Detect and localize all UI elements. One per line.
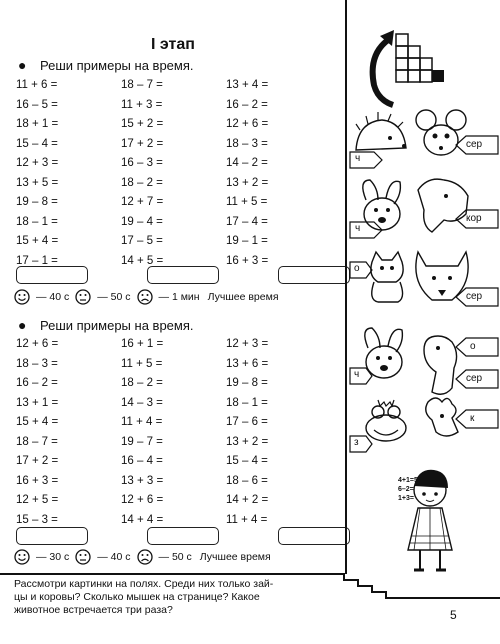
example-cell: 16 – 2 = (226, 98, 268, 111)
example-cell: 18 + 1 = (16, 118, 59, 130)
stepped-corner (340, 574, 500, 604)
answer-box[interactable] (147, 266, 219, 284)
example-cell: 12 + 6 = (226, 118, 269, 130)
happy-face-icon (14, 549, 30, 565)
time-label: — 30 с (36, 551, 70, 563)
example-cell: 11 + 5 = (121, 357, 163, 370)
example-cell: 18 – 1 = (226, 396, 268, 409)
examples-grid-1 (16, 76, 326, 271)
task-line: цы и коровы? Сколько мышек на странице? Какое (14, 591, 260, 603)
pencil-label: кор (466, 213, 482, 224)
example-cell: 13 + 4 = (226, 79, 269, 91)
example-cell: 15 – 4 = (226, 455, 268, 467)
instruction-text: Реши примеры на время. (40, 318, 194, 333)
happy-face-icon (14, 289, 30, 305)
example-cell: 18 – 3 = (16, 357, 58, 370)
example-cell: 17 – 4 = (226, 215, 268, 228)
horse-icon (418, 179, 468, 232)
example-cell: 19 – 1 = (226, 235, 268, 247)
example-cell: 12 + 5 = (16, 494, 59, 506)
formula-line: 4+1=5 (398, 477, 418, 484)
time-label: — 50 с (158, 551, 192, 563)
example-cell: 14 + 5 = (121, 254, 164, 267)
pencil-icon (456, 338, 498, 356)
example-cell: 16 + 1 = (121, 338, 164, 350)
rabbit-icon (365, 328, 403, 378)
answer-boxes-1 (16, 266, 350, 284)
example-cell: 18 – 7 = (16, 435, 58, 448)
example-cell: 16 – 5 = (16, 98, 58, 111)
example-cell: 16 – 3 = (121, 157, 163, 169)
neutral-face-icon (75, 289, 91, 305)
sad-face-icon (137, 549, 153, 565)
pencil-label: ч (355, 153, 361, 164)
example-cell: 18 – 3 = (226, 137, 268, 150)
example-cell: 14 – 2 = (226, 157, 268, 169)
example-cell: 13 + 6 = (226, 357, 269, 370)
example-cell: 17 + 2 = (121, 137, 164, 150)
best-time-label: Лучшее время (207, 291, 279, 303)
examples-grid-2 (16, 335, 326, 530)
pencil-label: сер (466, 373, 483, 384)
example-cell: 17 – 6 = (226, 416, 268, 428)
time-scale-1 (14, 289, 279, 305)
pencil-icon (456, 370, 498, 388)
example-cell: 18 – 2 = (121, 176, 163, 189)
time-label: — 40 с (97, 551, 131, 563)
pencil-icon (456, 410, 498, 428)
answer-boxes-2 (16, 527, 350, 545)
example-cell: 11 + 4 = (121, 416, 163, 428)
rooster-icon (426, 398, 458, 436)
pencil-label: з (354, 437, 359, 448)
time-label: — 1 мин (158, 291, 200, 303)
example-cell: 19 – 4 = (121, 215, 163, 228)
pencil-icon (350, 152, 382, 168)
example-cell: 13 + 3 = (121, 474, 164, 487)
task-text (14, 578, 344, 617)
example-cell: 16 + 3 = (16, 474, 59, 487)
example-cell: 19 – 8 = (16, 196, 58, 208)
time-label: — 40 с (36, 291, 70, 303)
instruction-2 (18, 317, 194, 333)
example-cell: 11 + 5 = (226, 196, 268, 208)
task-line: Рассмотри картинки на полях. Среди них только зай- (14, 578, 274, 590)
example-cell: 18 – 7 = (121, 79, 163, 91)
example-cell: 17 – 1 = (16, 254, 58, 267)
girl-icon (408, 470, 452, 570)
frog-icon (366, 400, 406, 441)
best-time-label: Лучшее время (199, 551, 271, 563)
time-label: — 50 с (97, 291, 131, 303)
example-cell: 12 + 3 = (226, 338, 269, 350)
example-cell: 17 + 2 = (16, 455, 59, 467)
example-cell: 11 + 6 = (16, 79, 58, 91)
example-cell: 15 + 2 = (121, 118, 164, 130)
pencil-label: к (470, 413, 475, 424)
example-cell: 17 – 5 = (121, 235, 163, 247)
answer-box[interactable] (278, 266, 350, 284)
example-cell: 14 – 3 = (121, 396, 163, 409)
formula-line: 6–2= (398, 486, 414, 493)
pencil-label: сер (466, 139, 483, 150)
margin-illustrations (348, 0, 500, 590)
example-cell: 11 + 3 = (121, 98, 163, 111)
pencil-icon (456, 136, 498, 154)
example-cell: 19 – 7 = (121, 435, 163, 448)
example-cell: 16 – 4 = (121, 455, 163, 467)
example-cell: 16 + 3 = (226, 254, 269, 267)
pencil-icon (350, 262, 372, 278)
example-cell: 13 + 2 = (226, 176, 269, 189)
example-cell: 13 + 5 = (16, 176, 59, 189)
bullet-icon: ● (18, 57, 27, 73)
margin-divider (345, 0, 347, 574)
example-cell: 12 + 6 = (121, 494, 164, 506)
sad-face-icon (137, 289, 153, 305)
example-cell: 15 – 3 = (16, 513, 58, 526)
formula-line: 1+3= (398, 495, 414, 502)
example-cell: 14 + 2 = (226, 494, 269, 506)
example-cell: 16 – 2 = (16, 377, 58, 389)
page-number: 5 (450, 608, 457, 622)
pencil-label: ч (355, 223, 361, 234)
example-cell: 11 + 4 = (226, 513, 268, 526)
example-cell: 18 – 2 = (121, 377, 163, 389)
example-cell: 15 + 4 = (16, 416, 59, 428)
pencil-icon (456, 288, 498, 306)
example-cell: 15 + 4 = (16, 235, 59, 247)
example-cell: 12 + 6 = (16, 338, 59, 350)
answer-box[interactable] (16, 527, 88, 545)
example-cell: 13 + 1 = (16, 396, 59, 409)
pencil-label: ч (354, 369, 360, 380)
answer-box[interactable] (16, 266, 88, 284)
hedgehog-icon (356, 112, 406, 150)
neutral-face-icon (75, 549, 91, 565)
answer-box[interactable] (147, 527, 219, 545)
instruction-1 (18, 57, 194, 73)
example-cell: 14 + 4 = (121, 513, 164, 526)
example-cell: 18 – 1 = (16, 215, 58, 228)
cat-icon (371, 252, 403, 302)
example-cell: 19 – 8 = (226, 377, 268, 389)
pencil-icon (456, 210, 498, 228)
time-scale-2 (14, 549, 271, 565)
goose-icon (424, 336, 457, 394)
example-cell: 12 + 7 = (121, 196, 164, 208)
pencil-label: о (354, 263, 360, 274)
level-stairs-icon (373, 30, 444, 105)
example-cell: 13 + 2 = (226, 435, 269, 448)
bottom-divider (0, 573, 345, 575)
example-cell: 18 – 6 = (226, 474, 268, 487)
pencil-label: сер (466, 291, 483, 302)
instruction-text: Реши примеры на время. (40, 58, 194, 73)
example-cell: 15 – 4 = (16, 137, 58, 150)
pencil-label: о (470, 341, 476, 352)
mouse-icon (416, 110, 466, 155)
task-line: животное встречается три раза? (14, 604, 173, 616)
answer-box[interactable] (278, 527, 350, 545)
bullet-icon: ● (18, 317, 27, 333)
example-cell: 12 + 3 = (16, 157, 59, 169)
pencil-icon (350, 436, 372, 452)
page-title: I этап (151, 36, 195, 53)
